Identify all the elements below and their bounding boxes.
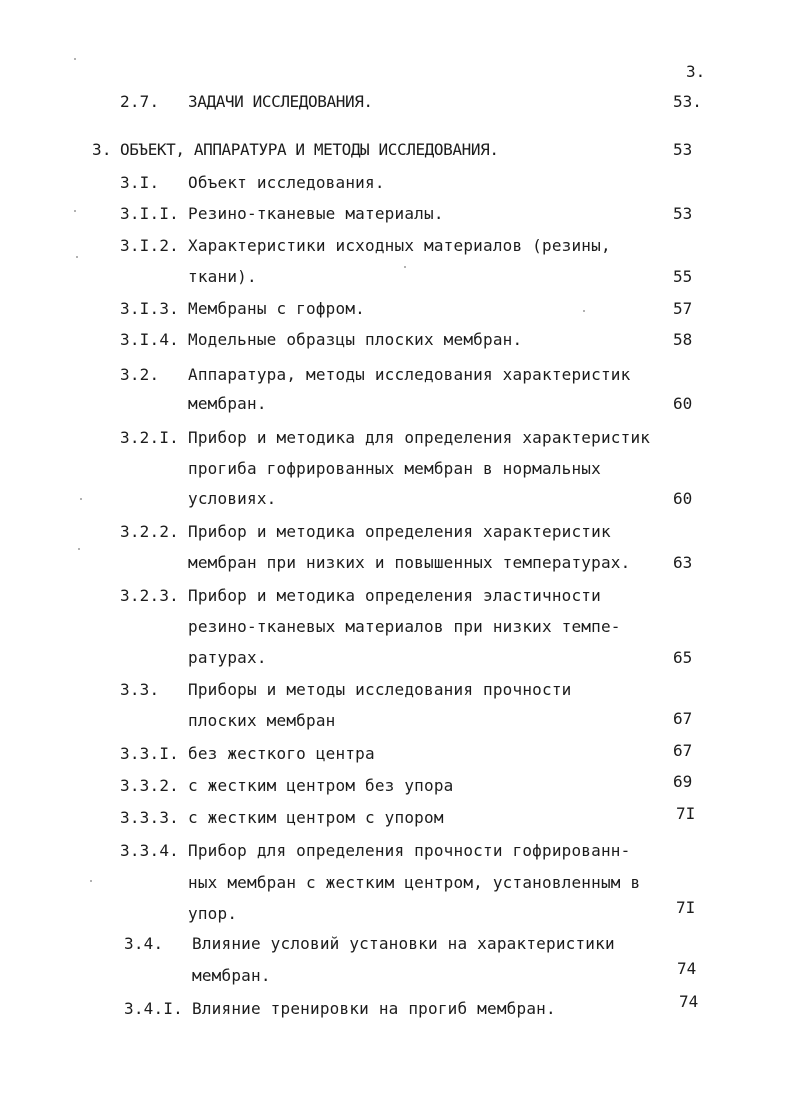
toc-entry-page: 7I	[676, 804, 696, 823]
toc-entry-page: 67	[673, 709, 693, 728]
toc-entry-number: 3.I.I.	[120, 204, 179, 223]
toc-entry-title-continued: мембран.	[188, 394, 267, 413]
toc-entry-title-continued: мембран при низких и повышенных температурах.	[188, 553, 631, 572]
toc-entry-number: 3.4.	[124, 934, 164, 953]
toc-entry-page: 74	[679, 992, 699, 1011]
toc-entry-title: с жестким центром с упором	[188, 808, 444, 827]
scan-speck	[76, 256, 78, 258]
toc-entry-title-continued: ткани).	[188, 267, 257, 286]
toc-entry-title: Резино-тканевые материалы.	[188, 204, 444, 223]
scan-speck	[404, 266, 406, 268]
toc-entry-page: 65	[673, 648, 693, 667]
toc-entry-page: 69	[673, 772, 693, 791]
toc-entry-page: 57	[673, 299, 693, 318]
toc-entry-title: Аппаратура, методы исследования характеристик	[188, 365, 631, 384]
toc-entry-title-continued: ных мембран с жестким центром, установленным в	[188, 873, 641, 892]
scan-speck	[583, 310, 585, 312]
toc-entry-page: 53.	[673, 92, 702, 111]
toc-entry-number: 2.7.	[120, 92, 160, 111]
toc-entry-number: 3.2.2.	[120, 522, 179, 541]
toc-entry-title: Модельные образцы плоских мембран.	[188, 330, 523, 349]
toc-entry-title: Прибор и методика определения характеристик	[188, 522, 611, 541]
page-number: 3.	[686, 62, 706, 81]
toc-entry-number: 3.2.	[120, 365, 160, 384]
toc-entry-title-continued: плоских мембран	[188, 711, 336, 730]
toc-entry-number: 3.	[92, 140, 112, 159]
toc-entry-title: без жесткого центра	[188, 744, 375, 763]
toc-entry-page: 60	[673, 394, 693, 413]
toc-entry-title: Прибор для определения прочности гофрированн-	[188, 841, 631, 860]
toc-entry-page: 53	[673, 140, 693, 159]
toc-entry-title-continued: упор.	[188, 904, 238, 923]
toc-entry-title-continued: мембран.	[192, 966, 271, 985]
toc-entry-number: 3.3.I.	[120, 744, 179, 763]
toc-entry-number: 3.2.I.	[120, 428, 179, 447]
toc-entry-page: 74	[677, 959, 697, 978]
toc-entry-page: 55	[673, 267, 693, 286]
toc-entry-title: Приборы и методы исследования прочности	[188, 680, 572, 699]
toc-entry-title-continued: условиях.	[188, 489, 277, 508]
toc-entry-number: 3.4.I.	[124, 999, 183, 1018]
toc-entry-title-continued: резино-тканевых материалов при низких темпе-	[188, 617, 621, 636]
toc-entry-title: Влияние условий установки на характеристики	[192, 934, 615, 953]
toc-entry-title: Прибор и методика для определения характеристик	[188, 428, 651, 447]
toc-entry-title: Прибор и методика определения эластичности	[188, 586, 601, 605]
toc-entry-number: 3.3.4.	[120, 841, 179, 860]
toc-entry-title-continued: прогиба гофрированных мембран в нормальных	[188, 459, 601, 478]
scan-speck	[78, 548, 80, 550]
toc-entry-title: Мембраны с гофром.	[188, 299, 365, 318]
toc-entry-number: 3.I.	[120, 173, 160, 192]
toc-entry-number: 3.I.3.	[120, 299, 179, 318]
toc-entry-page: 58	[673, 330, 693, 349]
scan-speck	[74, 58, 76, 60]
toc-entry-number: 3.3.2.	[120, 776, 179, 795]
toc-entry-number: 3.2.3.	[120, 586, 179, 605]
toc-entry-title: Влияние тренировки на прогиб мембран.	[192, 999, 556, 1018]
toc-entry-page: 67	[673, 741, 693, 760]
scan-speck	[90, 880, 92, 882]
toc-entry-page: 7I	[676, 898, 696, 917]
toc-entry-number: 3.I.2.	[120, 236, 179, 255]
toc-entry-number: 3.3.3.	[120, 808, 179, 827]
toc-entry-page: 63	[673, 553, 693, 572]
toc-entry-page: 53	[673, 204, 693, 223]
toc-entry-title: Объект исследования.	[188, 173, 385, 192]
toc-entry-number: 3.I.4.	[120, 330, 179, 349]
toc-entry-title-continued: ратурах.	[188, 648, 267, 667]
toc-entry-title: ЗАДАЧИ ИССЛЕДОВАНИЯ.	[188, 92, 373, 111]
scan-speck	[80, 498, 82, 500]
toc-entry-title: Характеристики исходных материалов (резины,	[188, 236, 611, 255]
toc-entry-number: 3.3.	[120, 680, 160, 699]
scan-speck	[74, 210, 76, 212]
toc-entry-page: 60	[673, 489, 693, 508]
toc-entry-title: с жестким центром без упора	[188, 776, 454, 795]
toc-entry-title: ОБЪЕКТ, АППАРАТУРА И МЕТОДЫ ИССЛЕДОВАНИЯ.	[120, 140, 499, 159]
